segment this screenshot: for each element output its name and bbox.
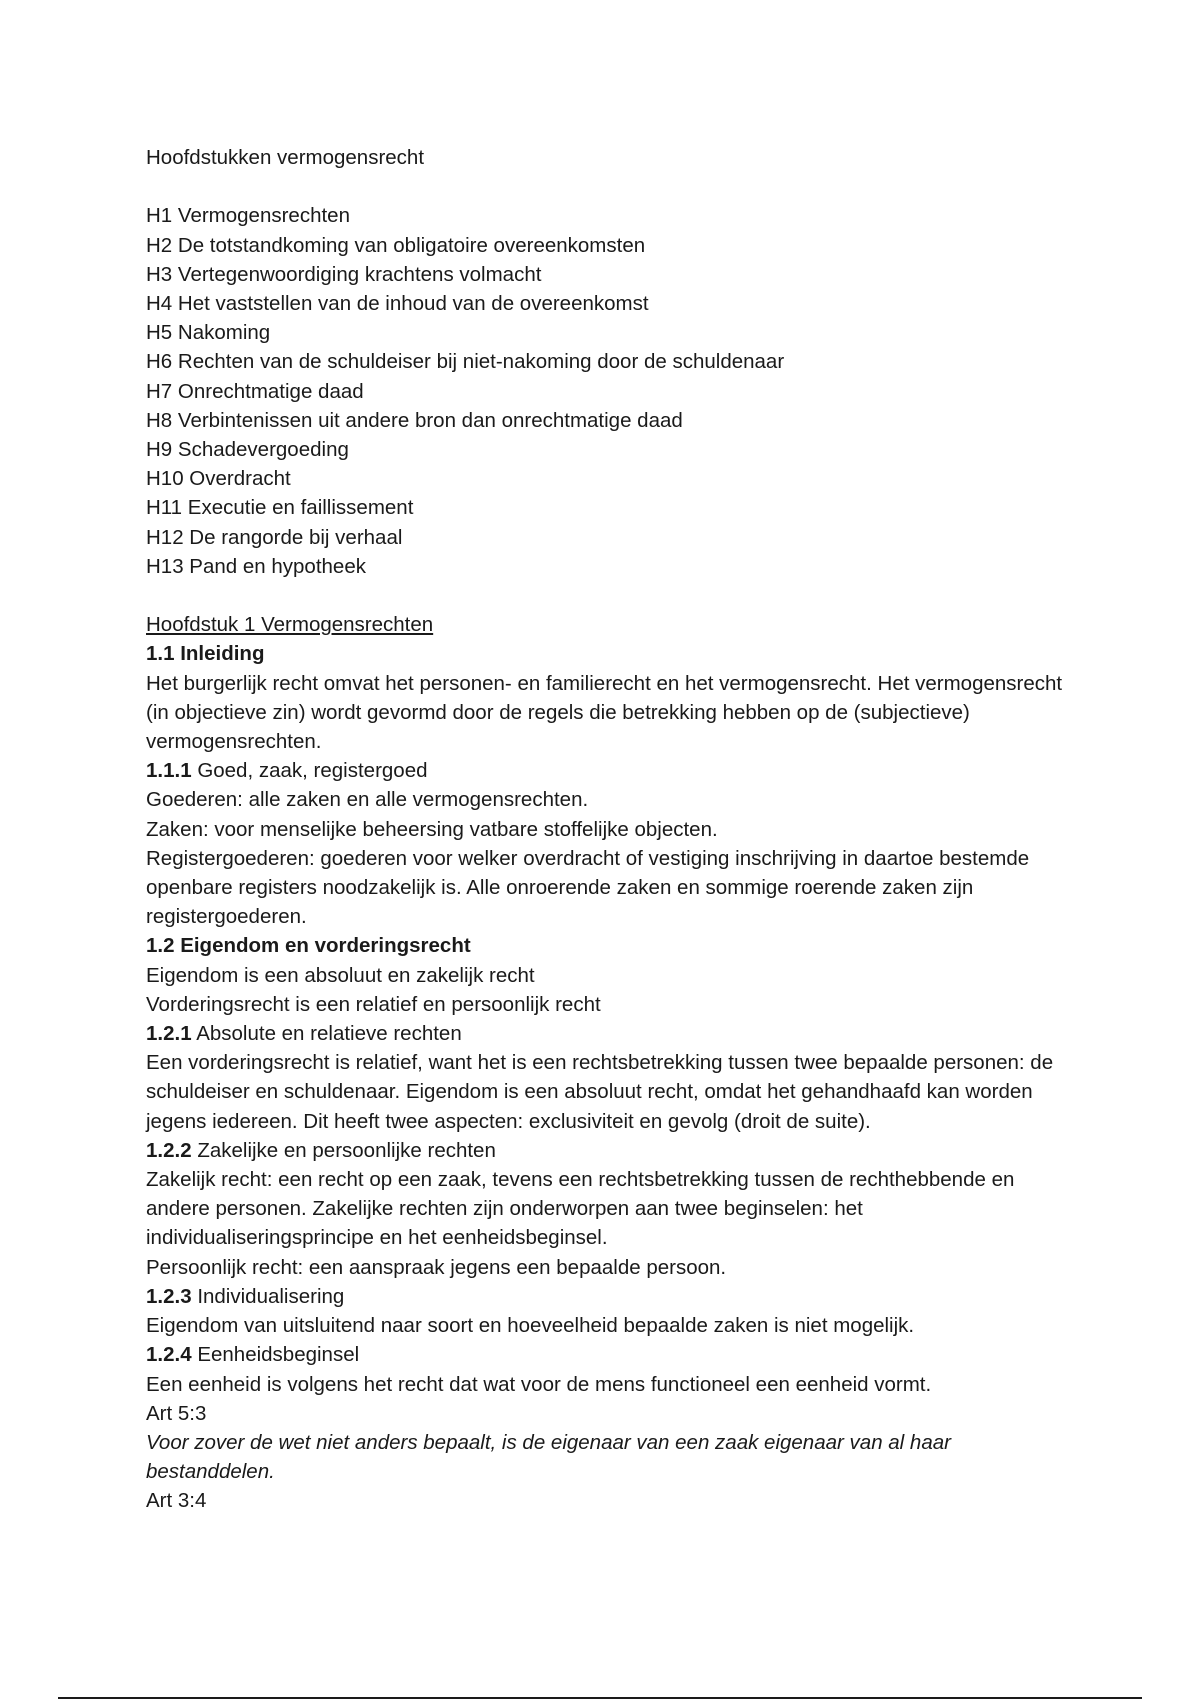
- section-text-eigendom: Eigendom is een absoluut en zakelijk recht: [146, 963, 535, 987]
- chapter-list-item: H1 Vermogensrechten: [146, 204, 350, 228]
- subsection-number: 1.2.3: [146, 1284, 192, 1308]
- subsection-title: Goed, zaak, registergoed: [197, 759, 428, 783]
- section-heading-1-1: 1.1 Inleiding: [146, 642, 265, 666]
- chapter-list-item: H13 Pand en hypotheek: [146, 554, 366, 578]
- article-reference: Art 3:4: [146, 1489, 207, 1513]
- chapter-list: [146, 201, 1076, 581]
- subsection-heading-1-2-1: [146, 1019, 1076, 1048]
- chapter-list-item: H11 Executie en faillissement: [146, 496, 414, 520]
- chapter-list-item: H7 Onrechtmatige daad: [146, 379, 364, 403]
- chapter-list-item: H2 De totstandkoming van obligatoire overeenkomsten: [146, 233, 646, 257]
- spacer: [146, 172, 1076, 201]
- subsection-heading-1-2-4: [146, 1340, 1076, 1369]
- chapter-list-item: H8 Verbintenissen uit andere bron dan onrechtmatige daad: [146, 408, 683, 432]
- definition-zaken: Zaken: voor menselijke beheersing vatbare stoffelijke objecten.: [146, 817, 718, 841]
- chapter-heading: Hoofdstuk 1 Vermogensrechten: [146, 613, 434, 637]
- section-text-vorderingsrecht: Vorderingsrecht is een relatief en persoonlijk recht: [146, 992, 601, 1016]
- chapter-list-item: H10 Overdracht: [146, 467, 291, 491]
- article-reference: Art 5:3: [146, 1401, 207, 1425]
- subsection-number: 1.2.4: [146, 1343, 192, 1367]
- definition-zakelijk-recht: Zakelijk recht: een recht op een zaak, tevens een rechtsbetrekking tussen de rechthebbende en andere personen. Zakelijke rechten zijn onderworpen aan twee beginselen: het individualiseringsprincipe en het eenheidsbeginsel.: [146, 1168, 1015, 1250]
- document-page: [146, 143, 1076, 1516]
- subsection-title: Eenheidsbeginsel: [197, 1343, 360, 1367]
- chapter-list-item: H6 Rechten van de schuldeiser bij niet-nakoming door de schuldenaar: [146, 350, 785, 374]
- subsection-number: 1.1.1: [146, 759, 192, 783]
- subsection-text-1-2-3: Eigendom van uitsluitend naar soort en hoeveelheid bepaalde zaken is niet mogelijk.: [146, 1314, 915, 1338]
- subsection-number: 1.2.1: [146, 1022, 192, 1046]
- definition-registergoederen: Registergoederen: goederen voor welker overdracht of vestiging inschrijving in daartoe bestemde openbare registers noodzakelijk is. Alle onroerende zaken en sommige roerende zaken zijn registergoederen.: [146, 846, 1030, 929]
- subsection-number: 1.2.2: [146, 1138, 192, 1162]
- definition-persoonlijk-recht: Persoonlijk recht: een aanspraak jegens een bepaalde persoon.: [146, 1255, 727, 1279]
- page-bottom-rule: [58, 1697, 1142, 1699]
- subsection-heading-1-1-1: [146, 756, 1076, 785]
- subsection-text-1-2-4: Een eenheid is volgens het recht dat wat voor de mens functioneel een eenheid vormt.: [146, 1372, 932, 1396]
- subsection-heading-1-2-2: [146, 1136, 1076, 1165]
- section-heading-1-2: 1.2 Eigendom en vorderingsrecht: [146, 934, 471, 958]
- chapter-list-item: H5 Nakoming: [146, 321, 271, 345]
- definition-goederen: Goederen: alle zaken en alle vermogensrechten.: [146, 788, 589, 812]
- document-title: Hoofdstukken vermogensrecht: [146, 146, 425, 169]
- subsection-title: Zakelijke en persoonlijke rechten: [197, 1138, 496, 1162]
- chapter-list-item: H12 De rangorde bij verhaal: [146, 525, 403, 549]
- subsection-text-1-2-1: Een vorderingsrecht is relatief, want het is een rechtsbetrekking tussen twee bepaalde personen: de schuldeiser en schuldenaar. Eigendom is een absoluut recht, omdat het gehandhaafd kan worden jegens iedereen. Dit heeft twee aspecten: exclusiviteit en gevolg (droit de suite).: [146, 1051, 1054, 1133]
- chapter-list-item: H4 Het vaststellen van de inhoud van de overeenkomst: [146, 292, 649, 315]
- subsection-heading-1-2-3: [146, 1282, 1076, 1311]
- spacer: [146, 581, 1076, 610]
- article-quote: Voor zover de wet niet anders bepaalt, is de eigenaar van een zaak eigenaar van al haar bestanddelen.: [146, 1430, 951, 1484]
- section-text-1-1: Het burgerlijk recht omvat het personen- en familierecht en het vermogensrecht. Het vermogensrecht (in objectieve zin) wordt gevormd door de regels die betrekking hebben op de (subjectieve) vermogensrechten.: [146, 671, 1063, 754]
- subsection-title: Absolute en relatieve rechten: [196, 1022, 462, 1046]
- subsection-title: Individualisering: [197, 1284, 345, 1308]
- chapter-list-item: H3 Vertegenwoordiging krachtens volmacht: [146, 262, 542, 286]
- chapter-list-item: H9 Schadevergoeding: [146, 438, 349, 462]
